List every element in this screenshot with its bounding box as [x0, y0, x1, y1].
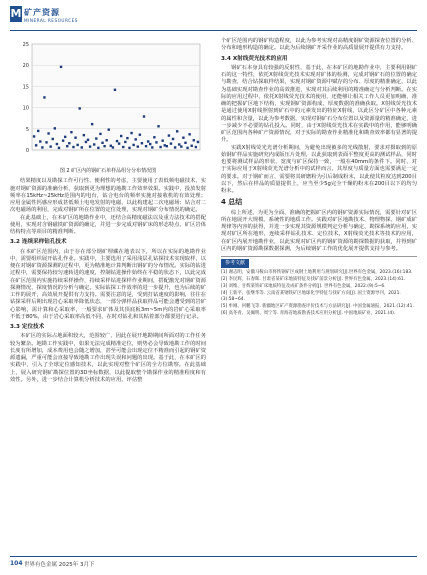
reference-item: [2] 李民辉，石春晖. 甘肃省某矿床地质特征及找矿前景分析[J]. 世界有色金属，2023.(14):61. — [221, 277, 406, 283]
section-heading-3-4: 3.4 X射线荧光技术的应用 — [221, 55, 288, 62]
data-point — [184, 142, 186, 144]
data-point — [155, 141, 157, 143]
data-point — [60, 66, 62, 68]
data-point — [49, 145, 51, 147]
data-point — [128, 147, 130, 149]
data-point — [195, 146, 197, 148]
data-point — [87, 139, 89, 141]
data-point — [81, 146, 83, 148]
y-tick-label: 20 — [22, 63, 29, 70]
data-point — [93, 143, 95, 145]
data-point — [130, 132, 132, 134]
data-point — [151, 146, 153, 148]
magazine-logo: M — [10, 7, 22, 20]
data-point — [64, 136, 66, 138]
reference-item: [6] 高冬青、吴佩明、周宁等. 青海省地质勘查技术应用分析[J]. 中国地质矿业，2021.(4). — [221, 311, 396, 317]
data-point — [186, 147, 188, 149]
data-point — [157, 125, 159, 127]
data-point — [145, 145, 147, 147]
data-point — [85, 141, 87, 143]
data-point — [39, 140, 41, 142]
data-point — [126, 137, 128, 139]
data-point — [58, 147, 60, 149]
data-point — [143, 115, 145, 117]
data-point — [174, 146, 176, 148]
section-heading-4: 4 总结 — [221, 198, 243, 207]
data-point — [170, 142, 172, 144]
data-point — [35, 144, 37, 146]
y-tick-label: 0 — [25, 148, 29, 154]
left-paragraph-2: 在此基础上，在本矿区的地勘作业中，还结合高精度磁法以及重力法技术的搭配使用，实现对含钢磁铁矿资源的确定，并进一步完成对钢矿床的形态特点、矿区岩体结构特点等项目的精准判断。 — [10, 214, 206, 235]
y-tick-label: 15 — [22, 84, 29, 91]
data-point — [99, 133, 101, 135]
data-point — [95, 137, 97, 139]
data-point — [161, 139, 163, 141]
left-paragraph-3: 在本矿区范围内，由于存在部分钢矿埋藏在地表以下，所以在实际的地勘作业中，需要组织展开钻孔作业。实践中，主要选用了采用浅层孔钻探技术实现取样，以便在对钢矿资源探测的过程中，更为精准地计算判断出钢矿的分布情况。实际的钻进过程中，需要保持较匀速转进的速度，控制钻进操作始终在平稳的状态下，以此完成在矿区范围内实施持续采样操作，持续采样钻进探样作业期间，搭配激光对钢矿资源探测情况，探度情况的分析与确定。实际钻探工作效率的进一步提升，也为后续的矿工作的展开，高效展开提供有力支持。需要注意的是，受到打钻速度的影响，往往在钻探采样后期出现岩心采取率降低状态，一部分弹样品获取样品可能会遭受到的岩矿心影响，需计算和心采取率，一般要求矿体及其顶底板3m~5m内的岩矿心采取率不低于80%，由于岩心采取率高低不同，在时对钻孔和其粘着部分都要进行记录。 — [10, 248, 206, 320]
data-point — [37, 130, 39, 132]
data-point — [132, 144, 134, 146]
page-footer — [10, 556, 417, 571]
data-point — [108, 128, 110, 130]
data-point — [70, 131, 72, 133]
data-point — [193, 139, 195, 141]
data-point — [105, 139, 107, 141]
data-point — [124, 141, 126, 143]
data-point — [76, 144, 78, 146]
scatter-chart — [10, 38, 206, 166]
left-column — [10, 38, 206, 384]
page-number: 104 — [10, 560, 23, 567]
data-point — [112, 146, 114, 148]
data-point — [101, 142, 103, 144]
magazine-title-en: MINERAL RESOURCES — [24, 18, 78, 23]
references-title: 参考文献 — [221, 259, 249, 268]
data-point — [33, 135, 35, 137]
section-heading-3-3: 3.3 定位技术 — [10, 324, 45, 330]
data-point — [120, 135, 122, 137]
reference-item: [3] 刘维、甘辉某铁矿床地质特征及成矿条件分析[J]. 世界有色金属，2022.(9):5~6. — [221, 284, 386, 290]
data-point — [172, 138, 174, 140]
figure-caption: 图 2 矿区内的钢矿石单样品组分分布情况图 — [59, 168, 157, 174]
data-point — [178, 143, 180, 145]
data-point — [139, 134, 141, 136]
data-point — [89, 145, 91, 147]
data-point — [52, 138, 54, 140]
data-point — [62, 139, 64, 141]
data-point — [180, 145, 182, 147]
data-point — [141, 142, 143, 144]
magazine-title-cn: 矿产资源 — [24, 8, 60, 17]
data-point — [91, 123, 93, 125]
left-paragraph-1: 结果精度以及勘探工作可行性、便利性的考虑，主要使用了表低频电磁技术，实施对钢矿资源的准确分析，获取到更为理想的地勘工作效率效果。实践中，投放发射频率在15kHz~25kHz范围内的电台，钻合电台的频率实施对接收机的有效处理；应用金属性钙感应形成甚低频土电电发射的电磁，以此构建起二次电磁场；钻合对二次电磁场的利用，完成对钢矿所在位置的定位处理，实现对钢矿分布情况的确定。 — [10, 178, 206, 214]
data-point — [116, 140, 118, 142]
reference-item: [4] 王新平、张继华等. 云南省某钢铁矿区地球化学特征与找矿方向[J]. 国土资源导刊，2021.(3):58~64. — [221, 291, 401, 303]
data-point — [79, 107, 81, 109]
reference-item: [1] 谢志明，安徽马鞍山市将铁钢矿区成钢土地利用与规划研究[J].世界有色金属，2023.(16):183. — [221, 270, 413, 276]
data-point — [54, 127, 56, 129]
data-point — [164, 144, 166, 146]
data-point — [176, 130, 178, 132]
data-point — [147, 140, 149, 142]
data-point — [122, 146, 124, 148]
data-point — [68, 142, 70, 144]
data-point — [66, 145, 68, 147]
right-paragraph-4: 综上所述，为更为全面、准确的把握矿区内的钢矿资源实际情况，需要针对矿区所在地展开大规模、系统性的地质工作。实践对矿区地勘技术、物理物探、钢矿成矿规律等内容的获得，并进一步实现其资源规模判定分析与确定、勘探系统的应用，实现对矿区所在地形，连续采样钻孔技术、定位技术，X射线荧光技术等技术的应用，在矿区内展开地勘作业，以此实现对矿区内的钢矿资源的勘探数据的获取，并得到矿区内的钢矿资源勘探数据探测，为后续钢矿工作的优化展开提供支持与参考。 — [221, 209, 417, 252]
right-paragraph-3: 实践X射线荧光光谱分析期间，为避免出现被多的光线散射，要求对摄取到的原始钢矿样品实施研究内成版压片处理，以此获取到表面平整度更高的测试样品，同时也要将测试样品的形状、宽度与矿区保持一致，一般在40mm的条件下。同时，对于实际应用于X射线荧光光谱分析中的试样而言，其厚度与质量方面也需要满足一定的要求。对于钢矿而言，需要将其研磨粉为引后制成粉末，以此使其粒度达到200目以下，然后在样品的质量提供上，应当至少5g完全干燥的粉末在200目以下的均匀粉末。 — [221, 144, 417, 194]
data-point — [56, 143, 58, 145]
data-point — [137, 145, 139, 147]
plot-area — [32, 44, 200, 150]
right-paragraph-1: 个矿区范围内的钢矿构造程度，以此为参考实现对高精度钢矿资源探查位置的分析、分布和地形构造的确定。以此为后续钢矿开采作业的高质量展开提供有力支持。 — [221, 38, 417, 52]
data-point — [166, 145, 168, 147]
data-point — [74, 137, 76, 139]
data-point — [103, 145, 105, 147]
data-point — [159, 146, 161, 148]
data-point — [149, 143, 151, 145]
right-paragraph-2: 钢矿石本身具有较强的反射性，基于此，在本矿区的地勘作业中，主要利用钢矿石的这一特性，依托X射线荧光技术实现对矿体的检测，完成对钢矿石的位置的确定与勘查，结合钻探取样结果，实现对钢矿资源中赋存的分布、厚度的精准确定，以此为基础实现对勘查作业的高效推进，实现对其后续利用的精准确定与分析判断。在实际的应用过程中，依托X射线荧光技术的使用，还能够让相关工作人员更加明确、准确的把握矿区地下结构，实现钢矿资源构成、厚度数据的准确获取。X射线荧光技术是通过使用X射线照射到矿石中的元素发出的特征X射线，以此区分矿区中各种元素的属性和含量，以此为参考数据，实现对钢矿石分布位置以及资源量的精准确定，进一步减少不必要的钻孔投入。同时，由于X射线荧光技术在实践中的作用，能够明确矿区范围内各种矿产资源情况，对于实际的勘查作业精准化和勘查效率都有显著的提升。 — [221, 64, 417, 144]
data-point — [47, 132, 49, 134]
y-tick-label: 5 — [25, 126, 29, 133]
data-point — [72, 146, 74, 148]
page-header — [10, 6, 417, 36]
right-column — [221, 38, 417, 318]
data-point — [135, 138, 137, 140]
data-point — [168, 134, 170, 136]
data-point — [153, 136, 155, 138]
references — [221, 256, 417, 317]
data-point — [118, 142, 120, 144]
data-point — [43, 96, 45, 98]
header-rule — [10, 30, 417, 31]
reference-item: [5] 牟刚、何鹏飞等. 新疆地区矿产资源勘查评价技术与方法研究[J]. 中国金属通报，2021.(12):41. — [221, 304, 414, 310]
data-point — [45, 141, 47, 143]
data-point — [41, 146, 43, 148]
data-point — [97, 147, 99, 149]
y-tick-label: 10 — [22, 105, 29, 112]
journal-name: 世界有色金属 2025年 3月下 — [24, 562, 95, 568]
left-paragraph-4: 本矿区的实际占地面积较大，范围较广，因此在展开地勘期间所面对的工作任务较为繁杂。地勘工作实践中，如果无法完成精准定位，则势必会导致地勘工作的时间长度有所增加，成本费用也会随之增加，甚至可能会出现定位不精准而引起的钢矿资源遗漏，严重可能会直接导致地勘工作出现失误和问题的出现。基于此，在本矿区的实践中，引入了全球定位感知技术，以此实现对整个矿区的全方位勘察。在此基础上，展入研究钢矿勘探位置的3D坐标数据，以此提取整个勘探作业的精准程度和有效性。另外，进一步结合计算机分析技术的应用，评估整 — [10, 333, 206, 383]
data-point — [182, 137, 184, 139]
data-point — [197, 141, 199, 143]
data-point — [83, 134, 85, 136]
data-point — [114, 89, 116, 91]
data-point — [188, 133, 190, 135]
data-point — [110, 145, 112, 147]
scatter-chart-svg — [10, 38, 206, 166]
section-heading-3-2: 3.2 连续采样钻孔技术 — [10, 239, 67, 246]
y-tick-label: 25 — [22, 42, 29, 48]
data-point — [191, 145, 193, 147]
